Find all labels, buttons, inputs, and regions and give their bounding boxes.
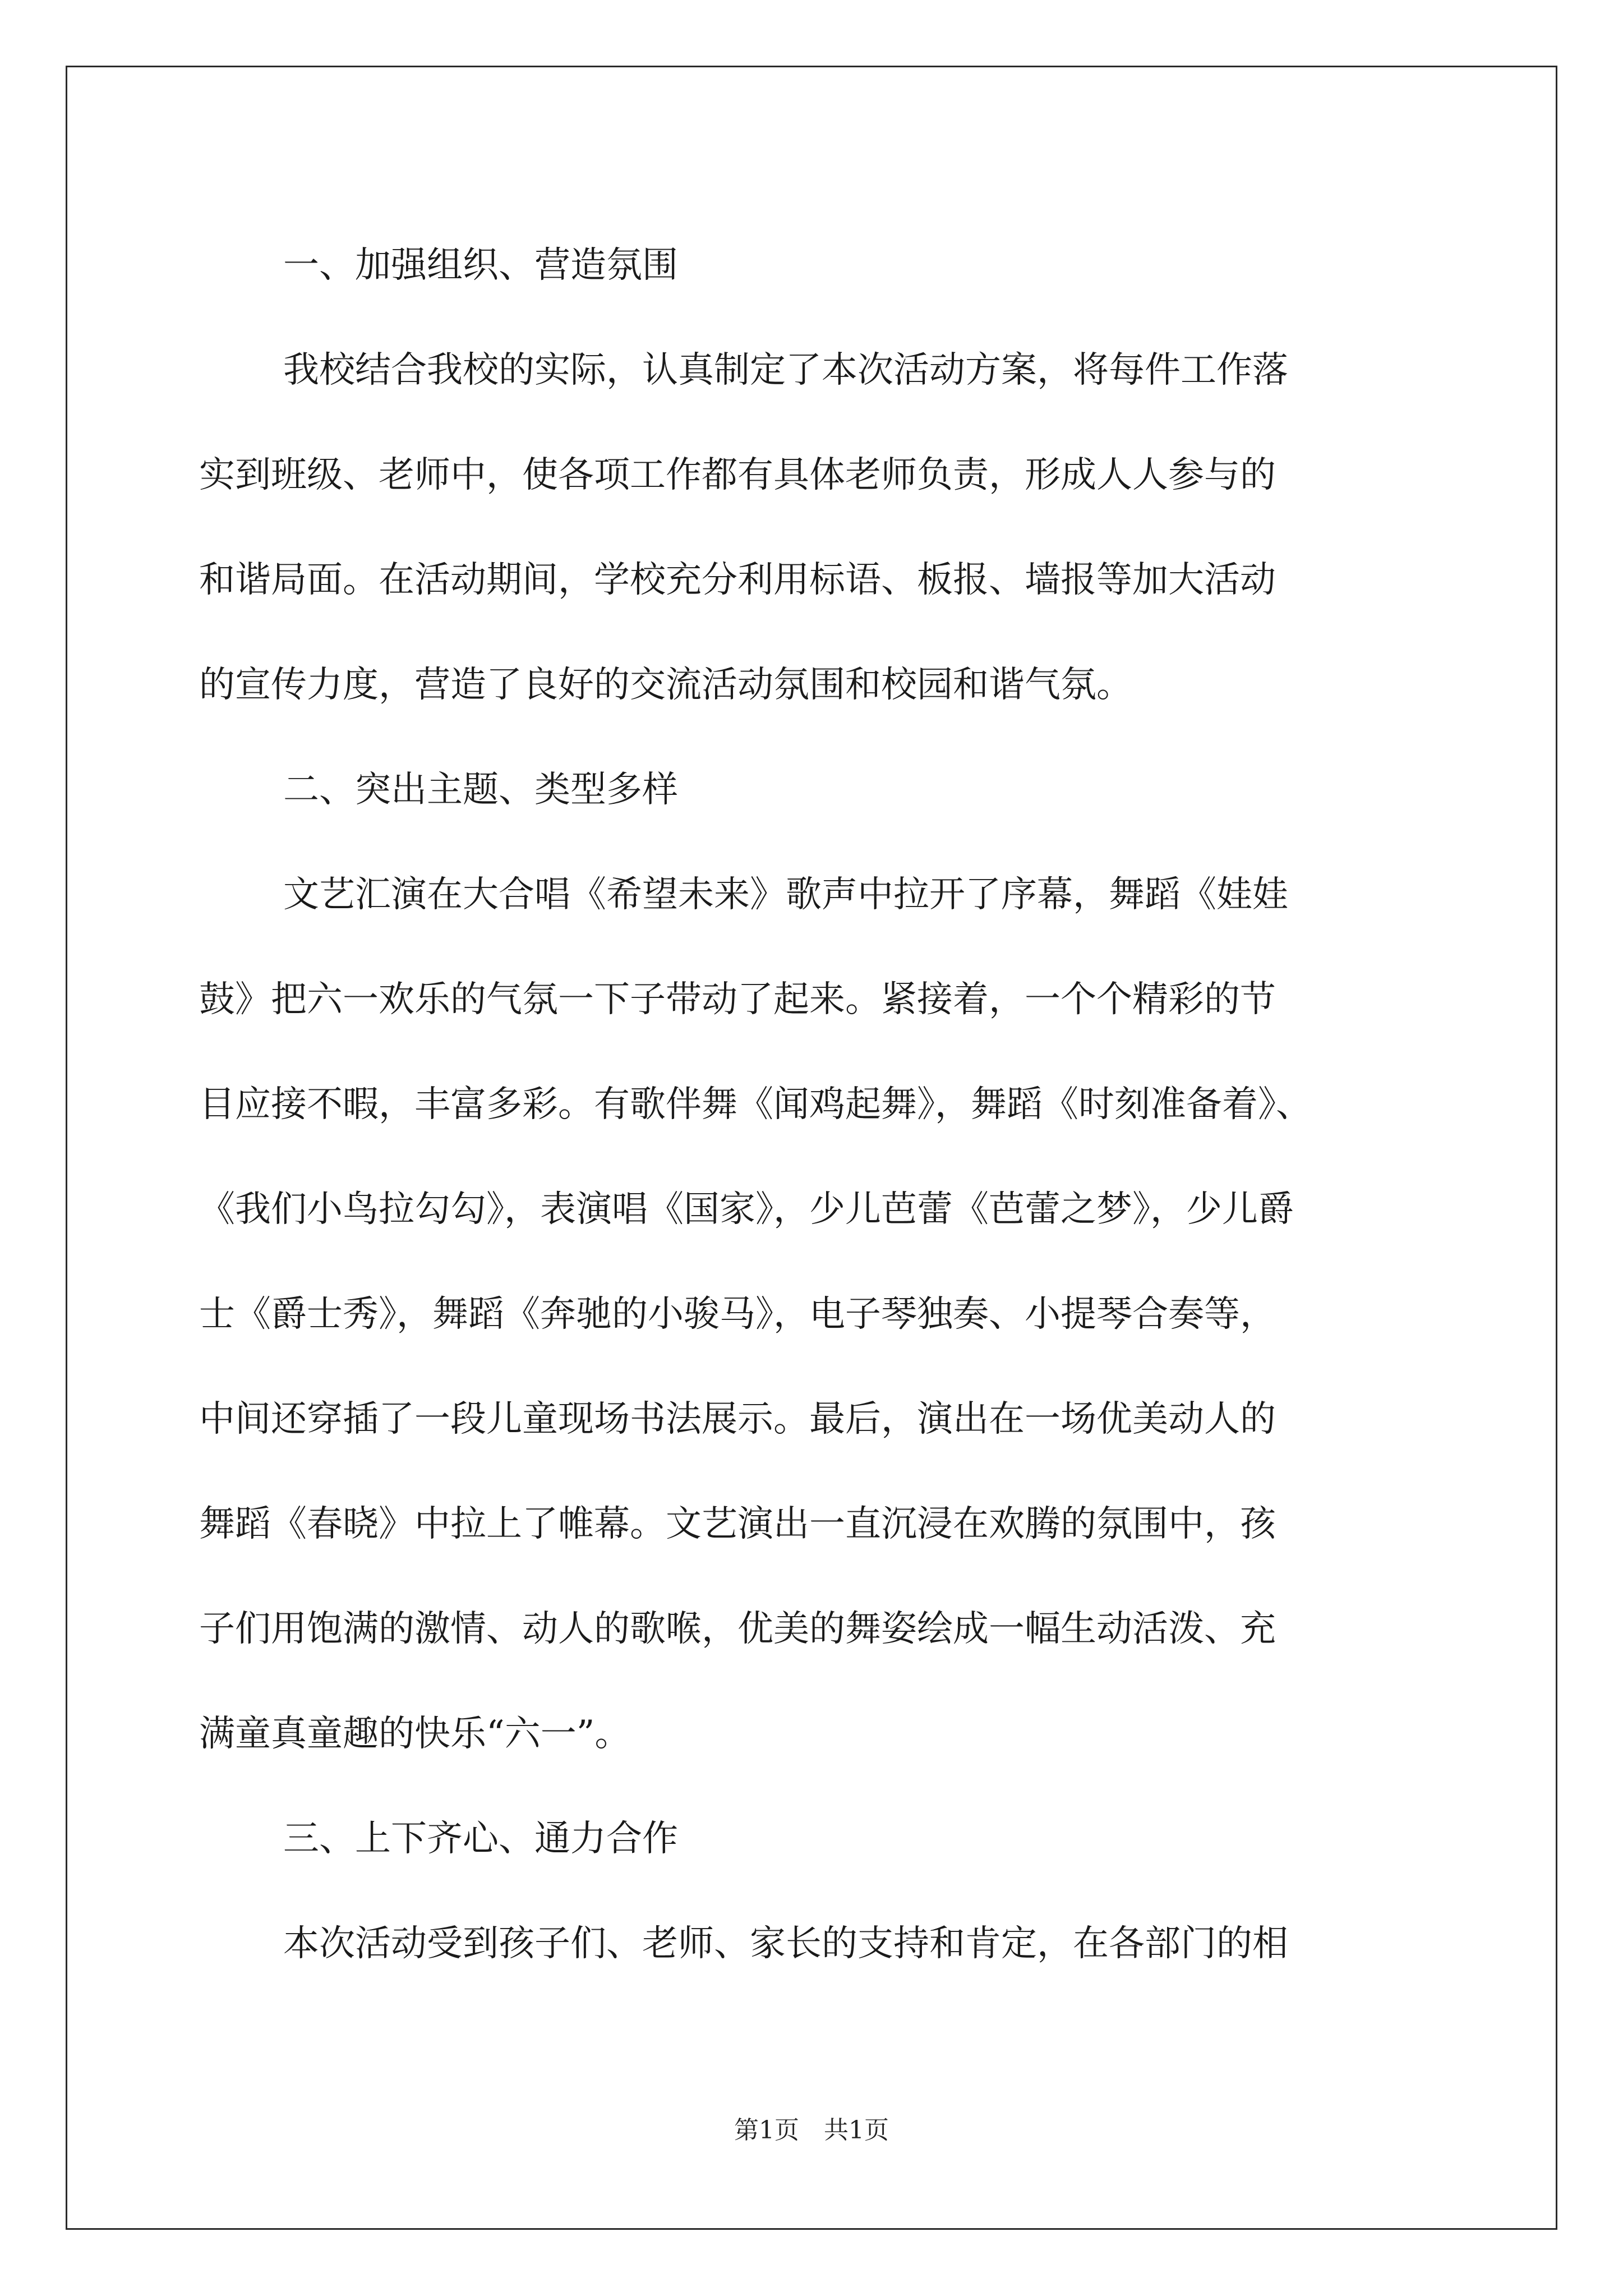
paragraph-line: 士《爵士秀》，舞蹈《奔驰的小骏马》，电子琴独奏、小提琴合奏等，	[199, 1294, 1276, 1335]
page-number-footer: 第1页 共1页	[734, 2116, 889, 2145]
paragraph-line: 鼓》把六一欢乐的气氛一下子带动了起来。紧接着，一个个精彩的节	[199, 979, 1276, 1020]
section-heading-1: 一、加强组织、营造氛围	[283, 245, 678, 286]
paragraph-line: 文艺汇演在大合唱《希望未来》歌声中拉开了序幕，舞蹈《娃娃	[283, 874, 1288, 915]
paragraph-line: 满童真童趣的快乐“六一”。	[199, 1713, 631, 1755]
paragraph-line: 本次活动受到孩子们、老师、家长的支持和肯定，在各部门的相	[283, 1923, 1288, 1964]
document-body	[199, 213, 1467, 1996]
paragraph-line: 《我们小鸟拉勾勾》，表演唱《国家》，少儿芭蕾《芭蕾之梦》，少儿爵	[199, 1189, 1294, 1230]
paragraph-line: 的宣传力度，营造了良好的交流活动氛围和校园和谐气氛。	[199, 664, 1132, 706]
paragraph-line: 实到班级、老师中，使各项工作都有具体老师负责，形成人人参与的	[199, 454, 1276, 496]
paragraph-line: 舞蹈《春晓》中拉上了帷幕。文艺演出一直沉浸在欢腾的氛围中，孩	[199, 1503, 1276, 1545]
paragraph-line: 子们用饱满的激情、动人的歌喉，优美的舞姿绘成一幅生动活泼、充	[199, 1608, 1276, 1650]
section-heading-2: 二、突出主题、类型多样	[283, 769, 678, 811]
paragraph-line: 我校结合我校的实际，认真制定了本次活动方案，将每件工作落	[283, 349, 1288, 391]
paragraph-line: 和谐局面。在活动期间，学校充分利用标语、板报、墙报等加大活动	[199, 559, 1276, 601]
paragraph-line: 中间还穿插了一段儿童现场书法展示。最后，演出在一场优美动人的	[199, 1398, 1276, 1440]
section-heading-3: 三、上下齐心、通力合作	[283, 1818, 678, 1860]
paragraph-line: 目应接不暇，丰富多彩。有歌伴舞《闻鸡起舞》，舞蹈《时刻准备着》、	[199, 1084, 1312, 1125]
